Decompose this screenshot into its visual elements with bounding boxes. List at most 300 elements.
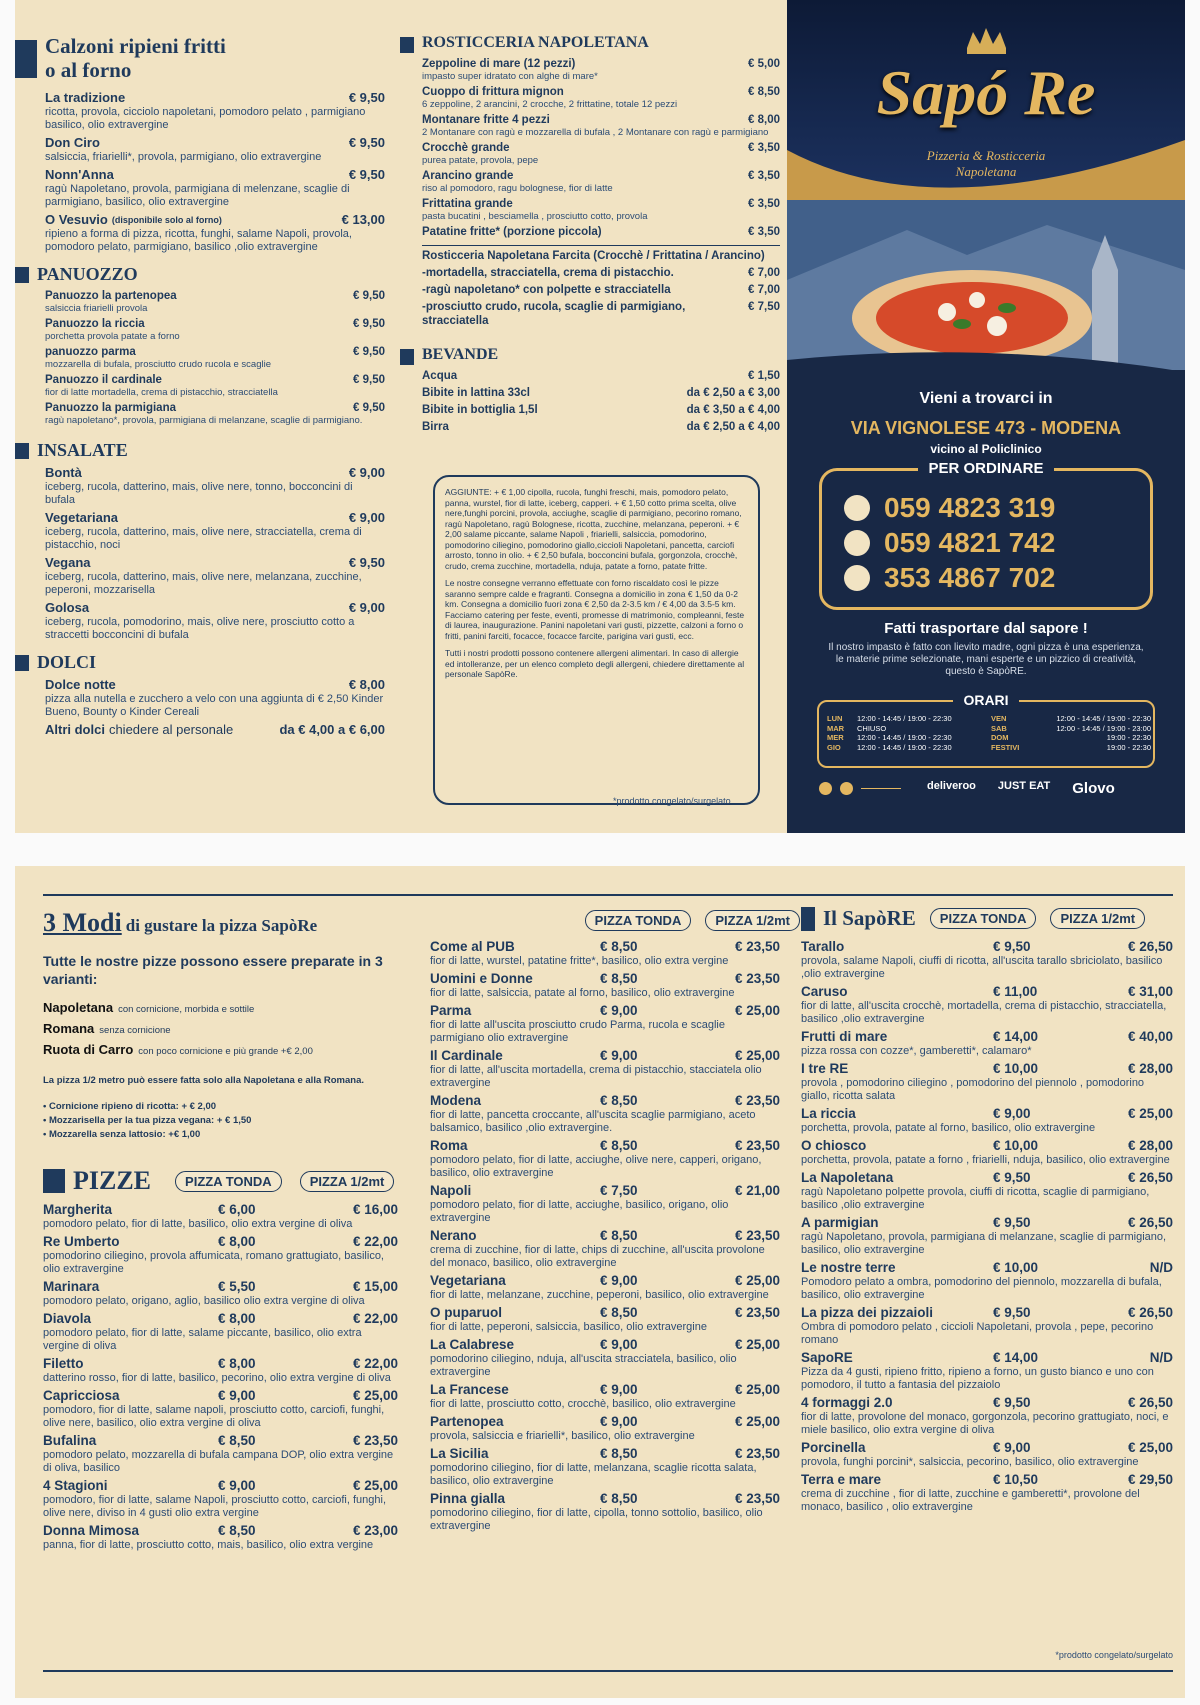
pizza-name: La Francese [430,1382,509,1397]
price-tonda: € 8,50 [600,1228,638,1243]
pizza-desc: fior di latte, all'uscita mortadella, crema di pistacchio, stacciatela olio extravergine [430,1064,762,1089]
pill-pizza-mezzo-2: PIZZA 1/2mt [705,910,800,931]
item-price: € 9,50 [348,555,385,570]
price-mezzo: € 25,00 [1127,1440,1173,1455]
pizza-name: Capricciosa [43,1388,120,1403]
pizza-desc: fior di latte, provolone del monaco, gorgonzola, pecorino grattugiato, noci, e miele basilico, olio extra vergine di oliva [801,1411,1169,1436]
item-price: da € 2,50 a € 4,00 [686,421,780,433]
tagline: Fatti trasportare dal sapore ! [884,620,1088,637]
pizza-desc: fior di latte, melanzane, zucchine, peperoni, basilico, olio extravergine [430,1289,769,1301]
pizza-desc: datterino rosso, fior di latte, basilico, pecorino, olio extra vergine di oliva [43,1372,391,1384]
item-name: Panuozzo la parmigiana [45,402,176,414]
price-mezzo: € 26,50 [1127,1305,1173,1320]
item-name: Altri dolci [45,722,105,737]
farcita-block [422,245,780,328]
pizza-desc: provola, salsiccia e friarielli*, basilico, olio extravergine [430,1430,695,1442]
price-mezzo: € 23,50 [734,971,780,986]
pizza-name: Come al PUB [430,939,515,954]
price-tonda: € 8,50 [600,1093,638,1108]
orari-row [991,733,1151,743]
pizza-name: O chiosco [801,1138,867,1153]
pizza-desc: provola, funghi porcini*, salsiccia, pecorino, basilico, olio extravergine [801,1456,1139,1468]
list-item [45,555,385,597]
sapore-list [801,939,1173,1514]
list-item [422,113,780,138]
panuozzo-title: PANUOZZO [15,264,385,285]
orari-day: VEN [991,714,1007,723]
item-price: € 8,50 [748,86,780,98]
variant-name: Ruota di Carro [43,1042,134,1057]
price-mezzo: € 23,50 [734,1228,780,1243]
rosticceria-title: ROSTICCERIA NAPOLETANA [400,34,780,53]
pizza-desc: pomodoro pelato, mozzarella di bufala campana DOP, olio extra vergine di oliva, basilico [43,1449,394,1474]
pizza-item [801,1350,1173,1392]
item-price: € 3,50 [748,198,780,210]
list-item [422,266,780,280]
brand-panel [787,0,1185,833]
item-desc: pasta bucatini , besciamella , prosciutto cotto, provola [422,211,648,222]
phone-number[interactable]: 059 4821 742 [884,527,1056,558]
facebook-icon[interactable] [819,782,832,795]
pizza-item [430,1337,780,1379]
modi-note: La pizza 1/2 metro può essere fatta solo alla Napoletana e alla Romana. [43,1075,364,1086]
pizze-header [43,1166,398,1196]
orari-row [991,724,1151,734]
price-mezzo: € 22,00 [352,1234,398,1249]
phone-row[interactable] [844,563,1055,593]
pizza-desc: pomodorino ciliegino, nduja, all'uscita stracciatela, basilico, olio extravergine [430,1353,737,1378]
price-mezzo: € 15,00 [352,1279,398,1294]
pizza-item [430,1048,780,1090]
footnote: *prodotto congelato/surgelato [613,796,731,806]
item-price: € 8,00 [348,677,385,692]
pizza-name: La pizza dei pizzaioli [801,1305,934,1320]
orari-row [827,733,987,743]
item-name: Bibite in bottiglia 1,5l [422,404,538,416]
pizza-item [801,1106,1173,1135]
delivery-apps [927,780,1115,797]
extra-item: • Mozzarella senza lattosio: +€ 1,00 [43,1129,201,1140]
consegne-text: Le nostre consegne verranno effettuate con forno riscaldato così le pizze saranno sempre calde e fragranti. Consegna a domicilio in zona € 1,50 da 0-2 km. Consegna a domicilio fuori zona € 2,50 da 2-3.5 km / € 4,00 da 3.5-5 km. Facciamo catering per feste, eventi, promesse di matrimonio, compleanni, feste di laurea, inaugurazione. Panini napoletani vari gusti, pizzette, calzoni a forno o fritti, panini farciti, focacce, focacce farcite, parigina vari gusti, ecc. [445,578,745,641]
item-price: € 9,50 [353,290,385,302]
pizza-desc: pomodoro pelato, fior di latte, acciughe, basilico, origano, olio extravergine [430,1199,729,1224]
price-mezzo: € 23,00 [352,1523,398,1538]
price-tonda: € 14,00 [993,1029,1039,1044]
pizza-desc: fior di latte, wurstel, patatine fritte*, basilico, olio extra vergine [430,955,729,967]
price-tonda: € 9,00 [600,1337,638,1352]
pizza-item [430,1491,780,1533]
pizze-list [43,1202,398,1552]
deliveroo-logo[interactable]: deliveroo [927,780,976,792]
item-price: € 13,00 [341,212,385,227]
list-item [422,141,780,166]
price-mezzo: € 23,50 [734,1138,780,1153]
item-price: € 3,50 [748,142,780,154]
item-desc: iceberg, rucola, datterino, mais, olive nere, melanzana, zucchine, peperoni, mozzarisella [45,571,362,596]
pizza-desc: pomodorino ciliegino, provola affumicata, romano grattugiato, basilico, olio extravergine [43,1250,384,1275]
pizza-name: Modena [430,1093,482,1108]
list-item [422,403,780,417]
pizza-desc: Pomodoro pelato a ombra, pomodorino del piennolo, mozzarella di bufala, basilico, olio extravergine [801,1276,1162,1301]
variant-desc: con cornicione, morbida e sottile [118,1004,255,1015]
orari-left [827,714,987,752]
price-mezzo: € 23,50 [734,1305,780,1320]
variant-name: Napoletana [43,1000,114,1015]
item-price: € 9,50 [353,318,385,330]
list-item [45,90,385,132]
orari-hours: 19:00 - 22:30 [1106,742,1151,752]
justeat-logo[interactable]: JUST EAT [997,780,1051,792]
item-desc: 2 Montanare con ragù e mozzarella di bufala , 2 Montanare con ragù e parmigiano [422,127,769,138]
item-price: € 9,50 [353,374,385,386]
orari-day: GIO [827,742,841,752]
phone-number[interactable]: 353 4867 702 [884,562,1056,593]
item-name: Panuozzo la riccia [45,318,145,330]
bevande-title: BEVANDE [400,346,780,365]
pizza-name: Margherita [43,1202,113,1217]
price-tonda: € 11,00 [993,984,1038,999]
pill-pizza-mezzo-3: PIZZA 1/2mt [1050,908,1145,929]
price-mezzo: € 25,00 [734,1273,780,1288]
pizza-desc: pomodoro pelato, fior di latte, basilico, olio extra vergine di oliva [43,1218,353,1230]
list-item [422,169,780,194]
pizza-desc: fior di latte, pancetta croccante, all'uscita scaglie parmigiano, aceto balsamico, basilico ,olio extravergine. [430,1109,756,1134]
price-tonda: € 8,00 [218,1234,256,1249]
item-name: Don Ciro [45,135,100,150]
variant-desc: senza cornicione [99,1025,171,1036]
pizza-item [430,1305,780,1334]
brand-sub2: Napoletana [955,164,1017,179]
dolci-list [45,677,385,738]
price-tonda: € 8,50 [600,1305,638,1320]
price-tonda: € 8,00 [218,1311,256,1326]
pizza-item [801,1138,1173,1167]
pizza-desc: Ombra di pomodoro pelato , ciccioli Napoletani, provola , pepe, pecorino romano [801,1321,1154,1346]
price-tonda: € 9,00 [218,1388,256,1403]
about-text: Il nostro impasto è fatto con lievito madre, ogni pizza è una esperienza, le materie prime selezionate, mani esperte e un pizzico di creatività, questo è SapòRE. [828,642,1144,677]
price-tonda: € 10,00 [993,1138,1039,1153]
pizza-item [430,971,780,1000]
price-mezzo: € 21,00 [734,1183,780,1198]
farcita-title: Rosticceria Napoletana Farcita (Crocchè / Frittatina / Arancino) [422,250,765,262]
item-name: Bontà [45,465,82,480]
price-tonda: € 9,00 [600,1048,638,1063]
list-item [45,345,385,370]
pill-pizza-tonda-3: PIZZA TONDA [930,908,1037,929]
price-tonda: € 9,00 [218,1478,256,1493]
crown-icon [967,28,1006,54]
pizza-item [430,939,780,968]
pizza-name: 4 formaggi 2.0 [801,1395,893,1410]
orari-hours: 12:00 - 14:45 / 19:00 - 22:30 [857,733,952,742]
price-mezzo: € 23,50 [734,1446,780,1461]
menu-sheet-back [15,866,1185,1698]
price-tonda: € 10,00 [993,1260,1039,1275]
list-item [422,283,780,297]
pizza-item [801,1260,1173,1302]
pizza-name: I tre RE [801,1061,849,1076]
farcita-list [422,266,780,328]
pizza-name: Partenopea [430,1414,504,1429]
item-name: Birra [422,421,449,433]
item-desc: porchetta provola patate a forno [45,331,180,342]
price-tonda: € 9,50 [993,1215,1031,1230]
pizza-item [801,1440,1173,1469]
address: VIA VIGNOLESE 473 - MODENA [850,418,1122,438]
price-tonda: € 8,50 [600,971,638,986]
pizza-name: Le nostre terre [801,1260,896,1275]
pizza-item [801,1305,1173,1347]
item-price: € 3,50 [748,170,780,182]
item-price: da € 4,00 a € 6,00 [279,722,385,737]
pizza-desc: fior di latte, all'uscita crocchè, mortadella, crema di pistacchio, stracciatella, basilico ,olio extravergine [801,1000,1167,1025]
pizza-name: Marinara [43,1279,100,1294]
pizza-item [430,1183,780,1225]
price-mezzo: € 26,50 [1127,939,1173,954]
extra-item: • Cornicione ripieno di ricotta: + € 2,00 [43,1101,217,1112]
pizza-desc: fior di latte, salsiccia, patate al forno, basilico, olio extravergine [430,987,735,999]
price-tonda: € 9,00 [993,1106,1031,1121]
pizza-item [43,1388,398,1430]
phone-list [844,493,1055,598]
item-name: Montanare fritte 4 pezzi [422,114,550,126]
price-mezzo: € 25,00 [352,1388,398,1403]
pizza-name: La Napoletana [801,1170,894,1185]
phone-number[interactable]: 059 4823 319 [884,492,1056,523]
orari-day: DOM [991,733,1009,742]
list-item [45,510,385,552]
modi-title: 3 Modi di gustare la pizza SapòRe [43,908,318,937]
orari-hours: CHIUSO [857,723,887,733]
orari-hours: 12:00 - 14:45 / 19:00 - 22:30 [1056,714,1151,723]
item-price: € 9,50 [348,167,385,182]
phone-row[interactable] [844,528,1055,558]
item-name: -ragù napoletano* con polpette e stracciatella [422,284,671,296]
item-name: Acqua [422,370,458,382]
item-price: € 9,50 [353,402,385,414]
social-icons [819,782,901,795]
pizza-desc: pomodoro pelato, fior di latte, acciughe, olive nere, capperi, origano, basilico, olio extravergine [430,1154,762,1179]
item-price: € 1,50 [748,370,780,382]
item-desc: salsiccia friarielli provola [45,303,148,314]
item-desc: ragù napoletano*, provola, parmigiana di melanzane, scaglie di parmigiano. [45,415,363,426]
variant-name: Romana [43,1021,95,1036]
item-price: € 9,00 [348,600,385,615]
pizza-desc: ragù Napoletano polpette provola, ciuffi di ricotta, scaglie di parmigiano, basilico ,olio extravergine [801,1186,1150,1211]
list-item [422,300,780,328]
phone-row[interactable] [844,493,1055,523]
pizza-name: Diavola [43,1311,92,1326]
pizza-item [430,1446,780,1488]
pizza-name: Donna Mimosa [43,1523,140,1538]
item-desc: riso al pomodoro, ragu bolognese, fior di latte [422,183,613,194]
price-mezzo: € 25,00 [734,1003,780,1018]
pill-pizza-tonda-2: PIZZA TONDA [585,910,692,931]
price-tonda: € 9,00 [600,1382,638,1397]
list-item [45,401,385,426]
near-text: vicino al Policlinico [930,442,1042,456]
pizza-desc: crema di zucchine, fior di latte, chips di zucchine, all'uscita provolone del monaco, basilico, olio extravergine [430,1244,765,1269]
pizza-name: Terra e mare [801,1472,882,1487]
price-tonda: € 5,50 [218,1279,256,1294]
pizza-name: Roma [430,1138,468,1153]
price-mezzo: € 25,00 [734,1382,780,1397]
item-price: € 5,00 [748,58,780,70]
insalate-list [45,465,385,642]
price-tonda: € 10,00 [993,1061,1039,1076]
phone-icon [844,530,870,556]
pizza-name: Il Cardinale [430,1048,503,1063]
calzoni-title: Calzoni ripieni fritti o al forno [15,34,385,82]
price-tonda: € 8,00 [218,1356,256,1371]
calzoni-list [45,90,385,254]
pizza-desc: porchetta, provola, patate a forno , friarielli, nduja, basilico, olio extravergine [801,1154,1170,1166]
pizza-name: 4 Stagioni [43,1478,108,1493]
item-name2: chiedere al personale [108,722,234,737]
pill-pizza-tonda: PIZZA TONDA [175,1171,282,1192]
list-item [45,600,385,642]
price-mezzo: € 26,50 [1127,1170,1173,1185]
pizza-name: Uomini e Donne [430,971,533,986]
item-price: € 9,50 [348,135,385,150]
price-tonda: € 7,50 [600,1183,638,1198]
phone-icon [844,495,870,521]
brand-sub1: Pizzeria & Rosticceria [926,148,1046,163]
pizza-item [801,984,1173,1026]
orari-hours: 12:00 - 14:45 / 19:00 - 22:30 [857,714,952,723]
item-price: € 3,50 [748,226,780,238]
item-name: Golosa [45,600,90,615]
item-desc: iceberg, rucola, datterino, mais, olive nere, stracciatella, crema di pistacchio, noci [45,526,362,551]
instagram-icon[interactable] [840,782,853,795]
modi-column [43,908,398,1552]
price-tonda: € 8,50 [600,939,638,954]
item-name: -mortadella, stracciatella, crema di pistacchio. [422,267,674,279]
list-item [45,135,385,164]
pizza-item [43,1202,398,1231]
pizza-item [430,1273,780,1302]
item-price: € 9,00 [348,510,385,525]
price-tonda: € 6,00 [218,1202,256,1217]
list-item [45,212,385,254]
item-desc: purea patate, provola, pepe [422,155,539,166]
price-mezzo: € 22,00 [352,1311,398,1326]
extras-list [43,1100,398,1142]
price-mezzo: € 40,00 [1127,1029,1173,1044]
item-name: Patatine fritte* (porzione piccola) [422,226,602,238]
item-name: Nonn'Anna [45,167,114,182]
price-mezzo: € 22,00 [352,1356,398,1371]
list-item [422,369,780,383]
orari-day: MER [827,733,844,742]
pill-pizza-mezzo: PIZZA 1/2mt [300,1171,395,1192]
list-item [422,57,780,82]
item-name: Frittatina grande [422,198,513,210]
pizza-desc: pomodoro pelato, fior di latte, salame piccante, basilico, olio extra vergine di oliva [43,1327,362,1352]
pizza-name: Porcinella [801,1440,866,1455]
pizza-name: Tarallo [801,939,845,954]
pizza-desc: pomodoro, fior di latte, salame napoli, prosciutto cotto, carciofi, funghi, olive nere, basilico, olio extra vergine di oliva [43,1404,385,1429]
pizze-column-2 [430,910,790,1533]
price-tonda: € 8,50 [600,1138,638,1153]
pizza-desc: pomodorino ciliegino, fior di latte, melanzana, scaglie ricotta salata, basilico, olio extravergine [430,1462,757,1487]
price-mezzo: € 26,50 [1127,1215,1173,1230]
orari-box [817,692,1155,768]
pizza-name: Nerano [430,1228,477,1243]
pizza-name: Bufalina [43,1433,97,1448]
pizze-title: PIZZE [73,1166,152,1195]
item-price: € 7,00 [748,284,780,296]
pizza-desc: pizza rossa con cozze*, gamberetti*, calamaro* [801,1045,1032,1057]
pizza-item [801,1061,1173,1103]
price-mezzo: € 25,00 [734,1414,780,1429]
menu-sheet-front [15,0,1185,833]
price-mezzo: N/D [1149,1350,1173,1365]
item-price: € 9,00 [348,465,385,480]
pizza-item [43,1433,398,1475]
item-desc: iceberg, rucola, datterino, mais, olive nere, tonno, bocconcini di bufala [45,481,353,506]
pizza-name: Frutti di mare [801,1029,888,1044]
price-tonda: € 8,50 [218,1523,256,1538]
phone-icon [844,565,870,591]
orari-hours: 19:00 - 22:30 [1106,733,1151,742]
price-mezzo: € 31,00 [1127,984,1173,999]
visit-text: Vieni a trovarci in [919,390,1053,407]
brand-logo: Sapó Re [876,57,1096,128]
pizza-item [430,1228,780,1270]
item-desc: iceberg, rucola, pomodorino, mais, olive nere, prosciutto cotto a straccetti bocconcini di bufala [45,616,355,641]
pizza-item [801,1472,1173,1514]
pizza-name: Napoli [430,1183,472,1198]
item-name: panuozzo parma [45,346,136,358]
price-mezzo: N/D [1149,1260,1173,1275]
left-column [15,34,385,738]
glovo-logo[interactable]: Glovo [1072,780,1115,797]
orari-title: ORARI [953,692,1018,708]
aggiunte-text: AGGIUNTE: + € 1,00 cipolla, rucola, funghi freschi, mais, pomodoro pelato, panna, wurstel, fior di latte, iceberg, capperi. + € 1,50 cotto prima scelta, olive nere,funghi porcini, provola, acciughe, scaglie di parmigiano, pecorino romano, ragù Napoletano, ragù Bolognese, ricotta, zucchine, melanzana, peperoni. + € 2,00 salame piccante, salame Napoli , friarielli, salsiccia, pomodorino, pomodorino ciliegino, pomodorino giallo,ciccioli Napoletani, pancetta, carciofi arrosto, tonno in olio. + € 2,50 bufala, bocconcini bufala, gorgonzola, crocchè, crudo, crema zucchine, mortadella, nduja, patate a forno, patate fritte. [445,487,742,571]
pizza-item [43,1356,398,1385]
orari-hours: 12:00 - 14:45 / 19:00 - 22:30 [857,742,952,752]
price-tonda: € 9,00 [600,1273,638,1288]
item-name: Bibite in lattina 33cl [422,387,530,399]
pizza-item [430,1093,780,1135]
price-tonda: € 9,50 [993,1170,1031,1185]
pizza-desc: fior di latte, prosciutto cotto, crocchè, basilico, olio extravergine [430,1398,736,1410]
price-tonda: € 8,50 [600,1491,638,1506]
pizza-item [430,1382,780,1411]
order-box [819,460,1153,610]
rosticceria-list [422,57,780,239]
list-item [422,85,780,110]
item-name: Dolce notte [45,677,116,692]
pizza-name: O puparuol [430,1305,502,1320]
orari-day: LUN [827,714,843,723]
insalate-title: INSALATE [15,440,385,461]
item-price: da € 2,50 a € 3,00 [686,387,780,399]
price-mezzo: € 28,00 [1127,1061,1173,1076]
orari-day: SAB [991,723,1007,733]
price-mezzo: € 28,00 [1127,1138,1173,1153]
list-item [45,317,385,342]
pizza-desc: panna, fior di latte, prosciutto cotto, mais, basilico, olio extra vergine [43,1539,374,1551]
list-item [422,225,780,239]
pizza-name: La riccia [801,1106,856,1121]
price-mezzo: € 23,50 [352,1433,398,1448]
price-mezzo: € 23,50 [734,939,780,954]
allergeni-text: Tutti i nostri prodotti possono contenere allergeni alimentari. In caso di allergie ed intolleranze, per un elenco completo degli allergeni, chiedere direttamente al personale SapòRe. [445,648,745,679]
pizza-name: Re Umberto [43,1234,120,1249]
variant-item [43,1040,398,1061]
